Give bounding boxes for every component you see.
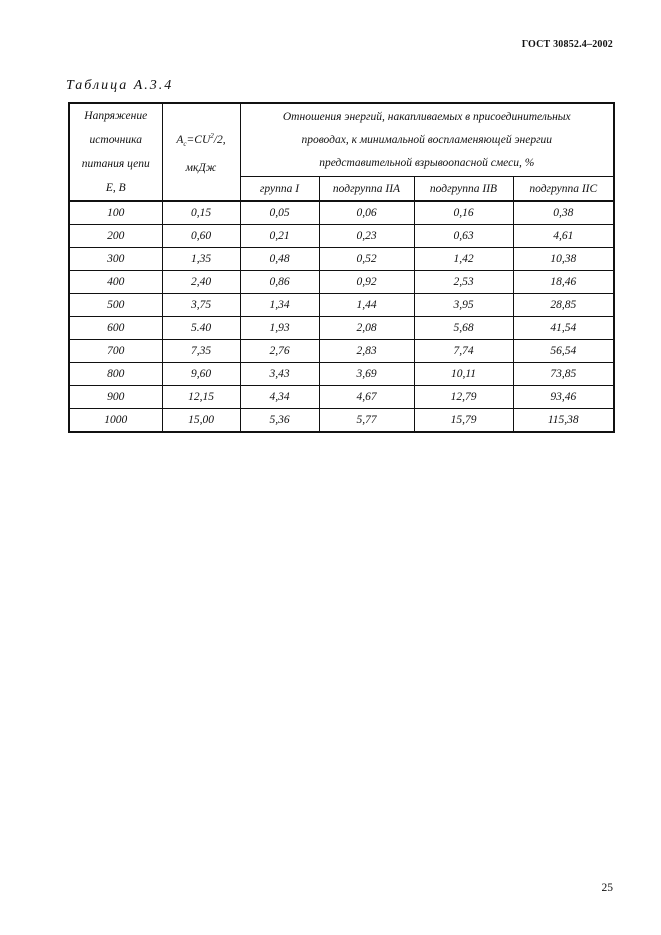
cell-group-1: 2,76 <box>240 340 319 363</box>
cell-voltage: 400 <box>69 271 162 294</box>
header-voltage-line: источника <box>89 134 142 146</box>
cell-group-2a: 5,77 <box>319 409 414 433</box>
cell-group-2b: 7,74 <box>414 340 513 363</box>
cell-group-2b: 0,16 <box>414 201 513 225</box>
header-group-2c: подгруппа IIC <box>513 177 614 202</box>
header-ratio-line: представительной взрывоопасной смеси, % <box>319 156 535 169</box>
header-group-1: группа I <box>240 177 319 202</box>
cell-group-1: 0,05 <box>240 201 319 225</box>
energy-ratio-table <box>68 102 615 433</box>
table-row <box>69 294 614 317</box>
table-caption: Таблица А.3.4 <box>66 78 174 93</box>
cell-group-2c: 41,54 <box>513 317 614 340</box>
cell-group-1: 5,36 <box>240 409 319 433</box>
page-number: 25 <box>601 882 613 894</box>
header-ratio-line: проводах, к минимальной воспламеняющей энергии <box>301 133 553 146</box>
table-row <box>69 248 614 271</box>
cell-voltage: 700 <box>69 340 162 363</box>
header-row-1 <box>69 103 614 177</box>
cell-energy: 2,40 <box>162 271 240 294</box>
cell-energy: 3,75 <box>162 294 240 317</box>
cell-group-2a: 0,06 <box>319 201 414 225</box>
cell-group-2b: 1,42 <box>414 248 513 271</box>
cell-group-1: 1,93 <box>240 317 319 340</box>
cell-group-2b: 2,53 <box>414 271 513 294</box>
cell-group-2a: 2,08 <box>319 317 414 340</box>
cell-group-2c: 73,85 <box>513 363 614 386</box>
cell-group-2b: 5,68 <box>414 317 513 340</box>
cell-group-2a: 0,92 <box>319 271 414 294</box>
header-voltage-line: Напряжение <box>84 110 148 122</box>
header-group-2a: подгруппа IIA <box>319 177 414 202</box>
cell-energy: 1,35 <box>162 248 240 271</box>
cell-voltage: 200 <box>69 225 162 248</box>
cell-voltage: 300 <box>69 248 162 271</box>
table-row <box>69 225 614 248</box>
cell-voltage: 500 <box>69 294 162 317</box>
cell-group-2c: 93,46 <box>513 386 614 409</box>
cell-group-2a: 4,67 <box>319 386 414 409</box>
cell-group-2c: 115,38 <box>513 409 614 433</box>
table-body <box>69 201 614 432</box>
cell-group-2b: 0,63 <box>414 225 513 248</box>
cell-group-1: 1,34 <box>240 294 319 317</box>
cell-voltage: 800 <box>69 363 162 386</box>
cell-group-1: 0,86 <box>240 271 319 294</box>
table-row <box>69 340 614 363</box>
table-row <box>69 317 614 340</box>
cell-group-1: 3,43 <box>240 363 319 386</box>
table-row <box>69 386 614 409</box>
cell-group-2b: 10,11 <box>414 363 513 386</box>
cell-voltage: 600 <box>69 317 162 340</box>
table-row <box>69 363 614 386</box>
header-group-2b: подгруппа IIB <box>414 177 513 202</box>
header-ratio-title <box>240 103 614 177</box>
cell-group-1: 0,21 <box>240 225 319 248</box>
cell-group-2a: 0,23 <box>319 225 414 248</box>
cell-voltage: 900 <box>69 386 162 409</box>
cell-energy: 5.40 <box>162 317 240 340</box>
cell-voltage: 100 <box>69 201 162 225</box>
cell-group-1: 0,48 <box>240 248 319 271</box>
cell-group-2b: 12,79 <box>414 386 513 409</box>
header-voltage <box>69 103 162 201</box>
cell-group-2c: 10,38 <box>513 248 614 271</box>
cell-group-2c: 28,85 <box>513 294 614 317</box>
header-voltage-line: питания цепи <box>81 158 150 170</box>
header-energy <box>162 103 240 201</box>
cell-energy: 0,60 <box>162 225 240 248</box>
header-voltage-line: E, В <box>105 182 126 194</box>
cell-group-2c: 0,38 <box>513 201 614 225</box>
cell-energy: 15,00 <box>162 409 240 433</box>
header-ratio-line: Отношения энергий, накапливаемых в присоединительных <box>282 110 571 123</box>
table-row <box>69 271 614 294</box>
cell-energy: 9,60 <box>162 363 240 386</box>
cell-group-2a: 1,44 <box>319 294 414 317</box>
cell-group-2c: 4,61 <box>513 225 614 248</box>
cell-group-2c: 18,46 <box>513 271 614 294</box>
cell-voltage: 1000 <box>69 409 162 433</box>
cell-energy: 12,15 <box>162 386 240 409</box>
cell-group-2a: 2,83 <box>319 340 414 363</box>
cell-energy: 0,15 <box>162 201 240 225</box>
table-row <box>69 201 614 225</box>
cell-group-2a: 3,69 <box>319 363 414 386</box>
cell-group-2b: 15,79 <box>414 409 513 433</box>
header-energy-unit: мкДж <box>185 162 217 175</box>
cell-group-1: 4,34 <box>240 386 319 409</box>
standard-code: ГОСТ 30852.4–2002 <box>521 39 613 50</box>
table-row <box>69 409 614 433</box>
header-energy-formula: $A_c=CU^2/2$, <box>176 131 226 149</box>
cell-group-2a: 0,52 <box>319 248 414 271</box>
cell-group-2b: 3,95 <box>414 294 513 317</box>
cell-energy: 7,35 <box>162 340 240 363</box>
cell-group-2c: 56,54 <box>513 340 614 363</box>
